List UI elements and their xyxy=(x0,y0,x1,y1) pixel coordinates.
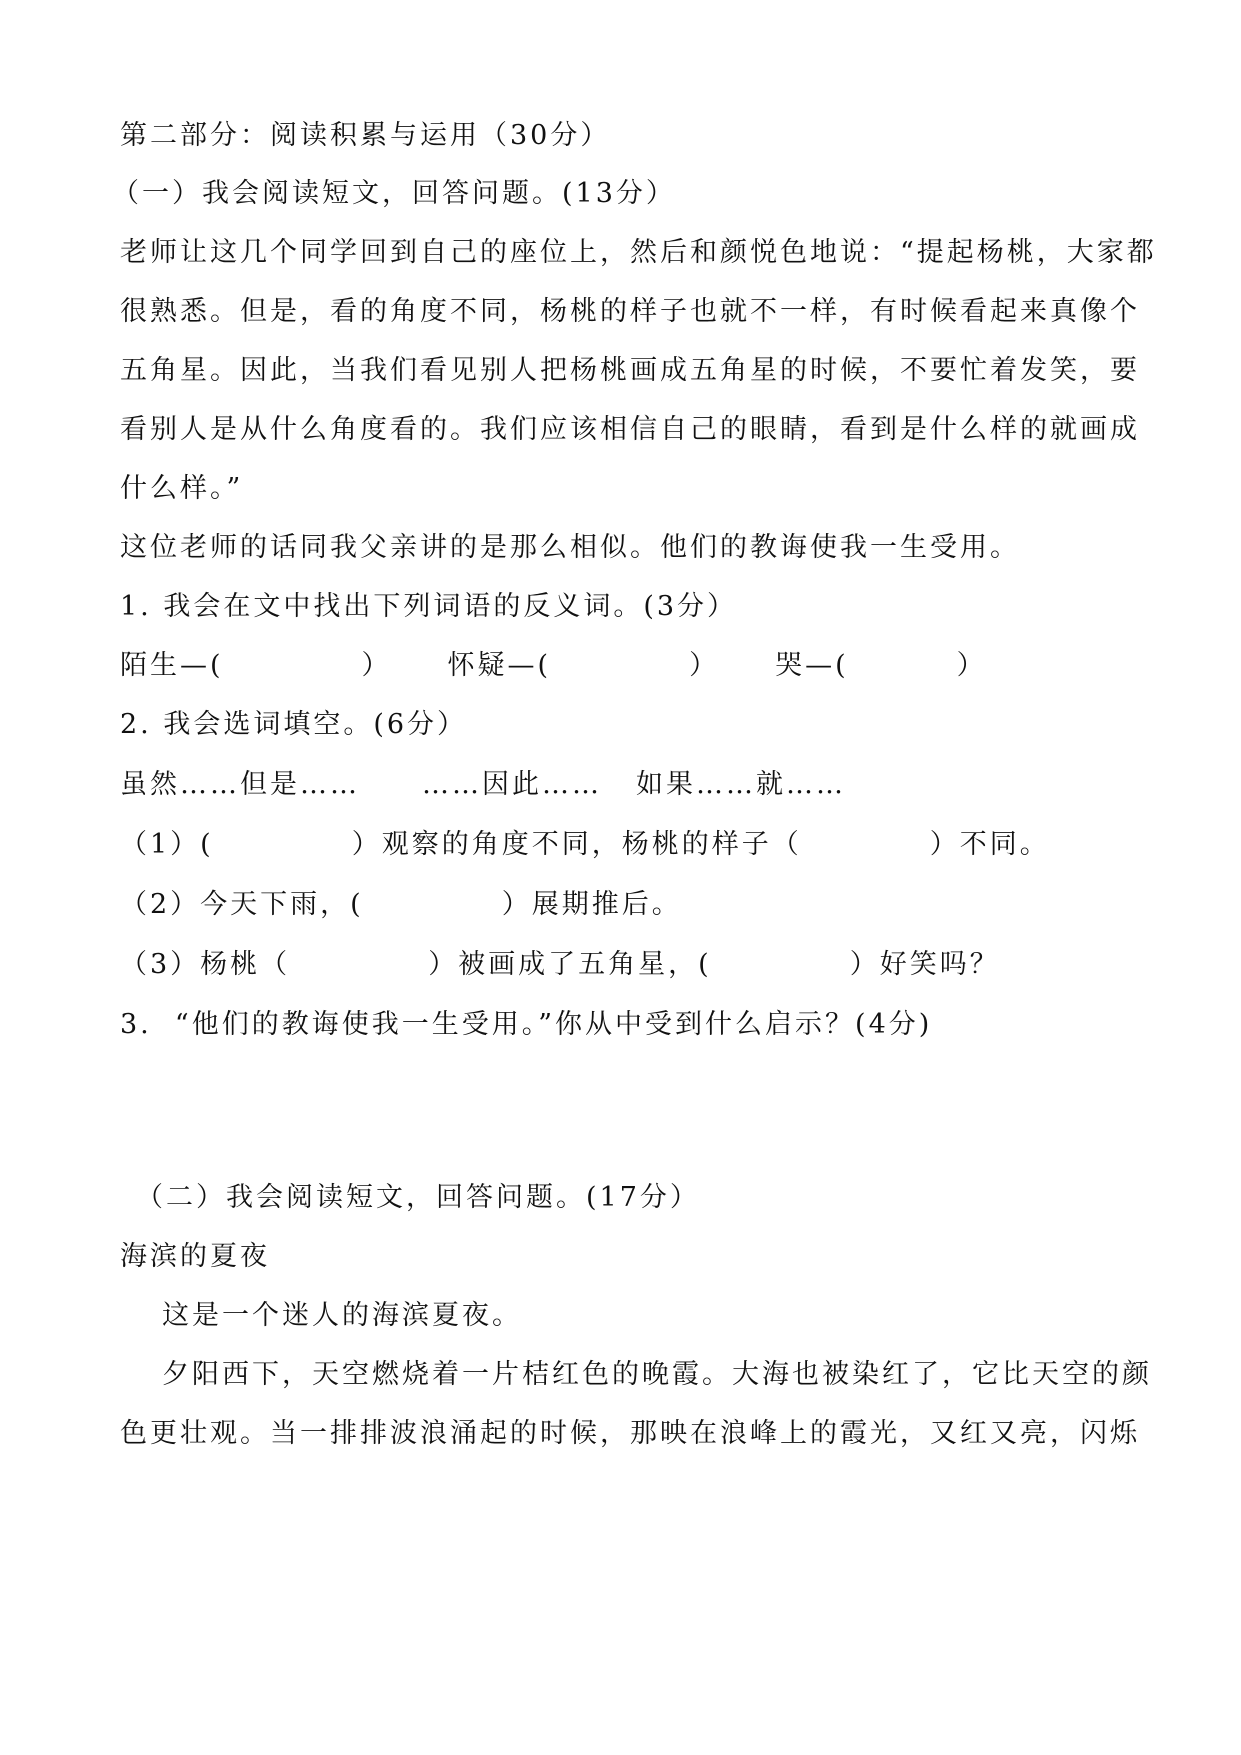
section2-heading: （二）我会阅读短文，回答问题。(17分） xyxy=(136,1182,700,1213)
q2-sentence-1 xyxy=(120,827,1050,863)
q1-close-3: ） xyxy=(956,650,987,681)
q2-s3-part-a: （3）杨桃（ xyxy=(120,949,291,980)
part-title: 第二部分：阅读积累与运用（30分） xyxy=(120,120,611,151)
q2-s1-part-c: ）不同。 xyxy=(929,829,1050,860)
q2-s1-part-a: （1）( xyxy=(120,829,214,860)
q1-prompt: 1. 我会在文中找出下列词语的反义词。(3分） xyxy=(120,591,738,622)
q1-word-2: 怀疑—( xyxy=(447,650,552,681)
q2-option-2: ……因此…… xyxy=(422,769,602,800)
q2-s2-part-b: ）展期推后。 xyxy=(501,889,682,920)
q1-close-2: ） xyxy=(689,650,720,681)
q2-s2-part-a: （2）今天下雨，( xyxy=(120,889,364,920)
story-paragraph-1: 这是一个迷人的海滨夏夜。 xyxy=(162,1300,522,1331)
passage-line: 很熟悉。但是，看的角度不同，杨桃的样子也就不一样，有时候看起来真像个 xyxy=(120,296,1140,327)
q2-option-3: 如果……就…… xyxy=(636,769,846,800)
q1-close-1: ） xyxy=(361,650,392,681)
q2-option-1: 虽然……但是…… xyxy=(120,769,360,800)
q2-s1-part-b: ）观察的角度不同，杨桃的样子（ xyxy=(351,829,802,860)
passage-line: 老师让这几个同学回到自己的座位上，然后和颜悦色地说：“提起杨桃，大家都 xyxy=(120,237,1157,268)
passage-line: 五角星。因此，当我们看见别人把杨桃画成五角星的时候，不要忙着发笑，要 xyxy=(120,355,1140,386)
q1-word-3: 哭—( xyxy=(775,650,849,681)
q3-prompt: 3. “他们的教诲使我一生受用。”你从中受到什么启示？(4分) xyxy=(120,1009,933,1040)
story-paragraph-2-line: 夕阳西下，天空燃烧着一片桔红色的晚霞。大海也被染红了，它比天空的颜 xyxy=(162,1359,1152,1390)
q2-sentence-3 xyxy=(120,947,1000,983)
q2-s3-part-b: ）被画成了五角星，( xyxy=(428,949,712,980)
passage-line: 什么样。” xyxy=(120,473,244,504)
passage-after: 这位老师的话同我父亲讲的是那么相似。他们的教诲使我一生受用。 xyxy=(120,532,1020,563)
q2-prompt: 2. 我会选词填空。(6分） xyxy=(120,709,468,740)
story-paragraph-2-line: 色更壮观。当一排排波浪涌起的时候，那映在浪峰上的霞光，又红又亮，闪烁 xyxy=(120,1418,1140,1449)
section1-heading: （一）我会阅读短文，回答问题。(13分） xyxy=(112,178,676,209)
q2-s3-part-c: ）好笑吗？ xyxy=(849,949,1000,980)
passage-line: 看别人是从什么角度看的。我们应该相信自己的眼睛，看到是什么样的就画成 xyxy=(120,414,1140,445)
q1-word-1: 陌生—( xyxy=(120,650,224,681)
q2-sentence-2 xyxy=(120,887,682,923)
q2-options-row xyxy=(120,767,846,803)
story-title: 海滨的夏夜 xyxy=(120,1241,270,1272)
q1-antonym-row xyxy=(120,648,987,684)
